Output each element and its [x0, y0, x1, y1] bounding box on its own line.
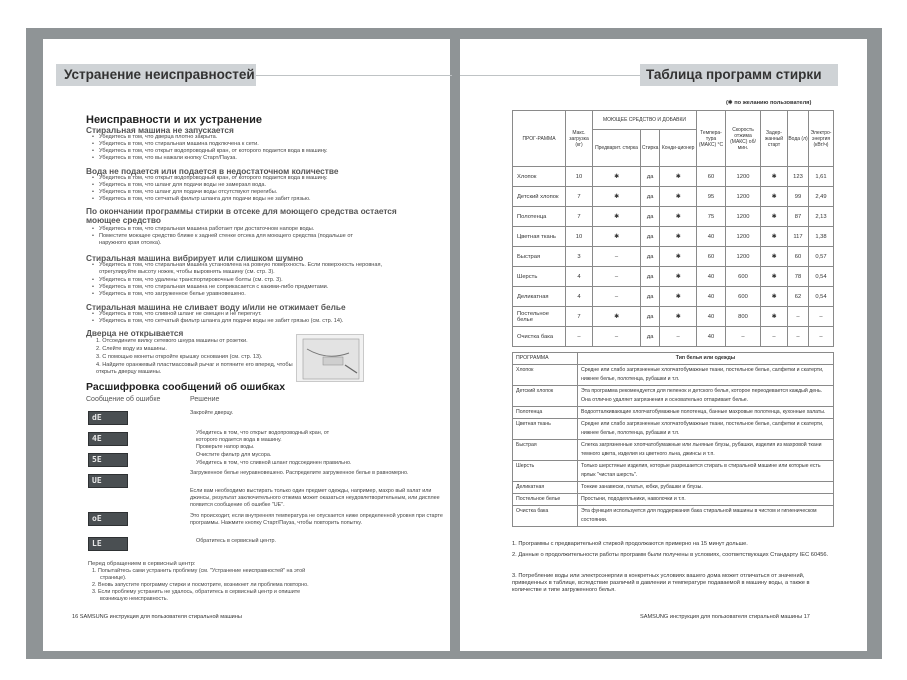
list-item: • Убедитесь в том, что открыт водопроводный кран, от которого подается вода в машину. [99, 175, 328, 181]
right-header: Таблица программ стирки [646, 67, 822, 82]
th: Электро-энергия (кВт/ч) [809, 111, 834, 167]
table-row: Постельное белье 7 ✱ да ✱ 40 800 ✱ – – [513, 307, 834, 327]
service-note: возникшую неисправность. [100, 596, 169, 602]
service-note: 1. Попытайтесь сами устранить проблему (см. "Устранение неисправностей" на этой [92, 568, 306, 574]
issue-heading: Дверца не открывается [86, 328, 184, 338]
th: Задер-жанный старт [761, 111, 788, 167]
program-table [512, 110, 834, 347]
table-row: Быстрая 3 – да ✱ 60 1200 ✱ 60 0,57 [513, 247, 834, 267]
list-item: • Убедитесь в том, что шланг для подачи воды не замерзал вода. [99, 182, 266, 188]
table-row: Деликатная 4 – да ✱ 40 600 ✱ 62 0,54 [513, 287, 834, 307]
error-section-title: Расшифровка сообщений об ошибках [86, 381, 286, 393]
solution-text: Это происходит, если внутренняя температура не опускается ниже определенной уровня при старте программы. Нажмите кнопку Старт/Пауза, чтобы повторить попытку. [190, 513, 443, 526]
table-row: Детский хлопок 7 ✱ да ✱ 95 1200 ✱ 99 2,49 [513, 187, 834, 207]
error-code-badge: UE [88, 474, 128, 488]
th: ПРОГ-РАММА [513, 111, 566, 167]
list-item: • Убедитесь в том, что удалены транспортировочные болты (см. стр. 3). [99, 277, 283, 283]
table-row: Полотенца 7 ✱ да ✱ 75 1200 ✱ 87 2,13 [513, 207, 834, 227]
solution-text: Проверьте напор воды. [196, 444, 255, 450]
list-item: • Убедитесь в том, что сетчатый фильтр шланга для подачи воды не забит грязью (см. стр. 14). [99, 318, 343, 324]
error-code-badge: LE [88, 537, 128, 551]
right-header-bar [640, 64, 838, 86]
table-row: Цветная ткань 10 ✱ да ✱ 40 1200 ✱ 117 1,38 [513, 227, 834, 247]
error-code-badge: 4E [88, 432, 128, 446]
th: Темпера-тура (МАКС) °С [697, 111, 726, 167]
left-header: Устранение неисправностей [64, 67, 255, 82]
solution-text: которого подается вода в машину. [196, 437, 282, 443]
solution-text: Закройте дверцу. [190, 410, 234, 416]
error-code-badge: dE [88, 411, 128, 425]
table-row: Шерсть 4 – да ✱ 40 600 ✱ 78 0,54 [513, 267, 834, 287]
service-note: Перед обращением в сервисный центр: [88, 561, 196, 567]
fabric-type-table [512, 352, 834, 527]
solution-text: Убедитесь в том, что открыт водопроводный кран, от [196, 430, 330, 436]
list-item: • Убедитесь в том, что открыт водопроводный кран, от которого подается вода в машину. [99, 148, 328, 154]
service-note: 3. Если проблему устранить не удалось, обратитесь в сервисный центр и опишите [92, 589, 301, 595]
solution-text: Очистите фильтр для мусора. [196, 452, 272, 458]
column-header: Сообщение об ошибке [86, 396, 161, 403]
left-header-bar [56, 64, 256, 86]
solution-text: Если вам необходимо выстирать только один предмет одежды, например, махро вый халат или джинсы, результат заключительного отжима может оказаться неудовлетворительным, или дисплее появится сообщение об ошибке "UE". [190, 488, 440, 508]
table-header-row: ПРОГРАММА Тип белья или одежды [513, 353, 834, 365]
th: Макс. загрузка (кг) [566, 111, 593, 167]
table-row: Быстрая Слегка загрязненные хлопчатобумажные или льняные блузы, рубашки, изделия из махровой ткани темного цвета, изделия из цветного льна, джинсы и т.п. [513, 440, 834, 461]
left-footer: 16 SAMSUNG инструкция для пользователя стиральной машины [72, 614, 242, 620]
step: 1. Отсоедините вилку сетевого шнура машины от розетки. [96, 338, 248, 344]
machine-illustration [296, 334, 364, 382]
solution-text: Убедитесь в том, что сливной шланг подсоединен правильно. [196, 460, 352, 466]
divider [256, 75, 452, 76]
step: 4. Найдите оранжевый пластмассовый рычаг и потяните его вперед, чтобы открыть дверцу машины. [96, 362, 293, 375]
error-code-badge: 5E [88, 453, 128, 467]
list-item: • Убедитесь в том, что стиральная машина работает при достаточном напоре воды. [99, 226, 314, 232]
table-row: Очистка бака Эта функция используется для поддержания бака стиральной машины в чистом и гигиеническом состоянии. [513, 506, 834, 527]
step: 3. С помощью монеты откройте крышку основания (см. стр. 13). [96, 354, 263, 360]
issue-heading: Стиральная машина не сливает воду и/или не отжимает белье [86, 302, 346, 312]
th: Предварит. стирка [593, 130, 641, 167]
error-code-badge: oE [88, 512, 128, 526]
solution-text: Обратитесь в сервисный центр. [196, 538, 276, 544]
issue-heading: По окончании программы стирки в отсеке для моющего средства остается моющее средство [86, 206, 397, 225]
list-item: • Убедитесь в том, что вы нажали кнопку Старт/Пауза. [99, 155, 237, 161]
issue-heading: Вода не подается или подается в недостаточном количестве [86, 166, 339, 176]
th: МОЮЩЕЕ СРЕДСТВО И ДОБАВКИ [593, 111, 697, 130]
table-row: Полотенца Водоотталкивающие хлопчатобумажные полотенца, банные махровые полотенца, кухонные халаты. [513, 407, 834, 419]
solution-text: Загруженное белье неуравновешено. Распределите загруженное белье в равномерно. [190, 470, 409, 476]
table-row: Шерсть Только шерстяные изделия, которые разрешается стирать в стиральной машине или которые есть ярлык "чистая шерсть". [513, 461, 834, 482]
issue-heading: Стиральная машина вибрирует или слишком шумно [86, 253, 304, 263]
column-header: Решение [190, 396, 220, 403]
list-item: • Убедитесь в том, что стиральная машина установлена на ровную поверхность. Если поверхность неровная, отрегулируйте высоту ножек, чтобы выровнять машину (см. стр. 3). [99, 262, 395, 276]
table-row: Деликатная Тонкие занавески, платья, юбки, рубашки и блузы. [513, 482, 834, 494]
legend-note: (✱ по желанию пользователя) [726, 100, 812, 106]
list-item: • Убедитесь в том, что сетчатый фильтр шланга для подачи воды не забит грязью. [99, 196, 311, 202]
table-row: Очистка бака – – да – 40 – – – – [513, 327, 834, 347]
list-item: • Убедитесь в том, что сливной шланг не смещен и не перегнут. [99, 311, 262, 317]
section-title: Неисправности и их устранение [86, 114, 262, 126]
list-item: • Поместите моющее средство ближе к задней стенке отсека для моющего средства (подальше от наружного края отсека). [99, 233, 379, 247]
right-footer: SAMSUNG инструкция для пользователя стиральной машины 17 [640, 614, 810, 620]
table-row: Хлопок 10 ✱ да ✱ 60 1200 ✱ 123 1,61 [513, 167, 834, 187]
footnote: 3. Потребление воды или электроэнергии в конкретных условиях вашего дома может отличаться от значений, приведенных в таблице, вследствие различий в давлении и температуре подаваемой в машину воды, а также в количестве и типе загруженного белья. [512, 573, 810, 593]
footnote: 1. Программы с предварительной стиркой продолжаются примерно на 15 минут дольше. [512, 541, 748, 547]
table-row: Постельное белье Простыни, пододеяльники, наволочки и т.п. [513, 494, 834, 506]
th: Стирка [641, 130, 660, 167]
service-note: странице). [100, 575, 127, 581]
table-row: Хлопок Средне или слабо загрязненные хлопчатобумажные ткани, постельное белье, салфетки и скатерти, нижнее белье, полотенца, рубашки и т.п. [513, 365, 834, 386]
footnote: 2. Данные о продолжительности работы программ были получены в условиях, соответствующих Стандарту IEC 60456. [512, 552, 829, 558]
service-note: 2. Вновь запустите программу стирки и посмотрите, возникнет ли проблема повторно. [92, 582, 309, 588]
th: Конди-ционер [660, 130, 697, 167]
th: Скорость отжима (МАКС) об/мин. [726, 111, 761, 167]
list-item: • Убедитесь в том, что стиральная машина не соприкасается с какими-либо предметами. [99, 284, 328, 290]
step: 2. Слейте воду из машины. [96, 346, 167, 352]
list-item: • Убедитесь в том, что шланг для подачи воды отсутствуют перегибы. [99, 189, 277, 195]
list-item: • Убедитесь в том, что стиральная машина подключена к сети. [99, 141, 259, 147]
table-row: Цветная ткань Средне или слабо загрязненные хлопчатобумажные ткани, постельное белье, салфетки и скатерти, нижнее белье, полотенца, рубашки и т.п. [513, 419, 834, 440]
issue-heading: Стиральная машина не запускается [86, 125, 234, 135]
list-item: • Убедитесь в том, что дверца плотно закрыта. [99, 134, 217, 140]
th: Вода (л) [788, 111, 809, 167]
table-row: Детский хлопок Эта программа рекомендуется для пеленок и детского белья, которое переодевается каждый день. Она отлично удаляет загрязнения и основательно отпаривает белье. [513, 386, 834, 407]
divider [460, 75, 640, 76]
list-item: • Убедитесь в том, что загруженное белье уравновешено. [99, 291, 246, 297]
